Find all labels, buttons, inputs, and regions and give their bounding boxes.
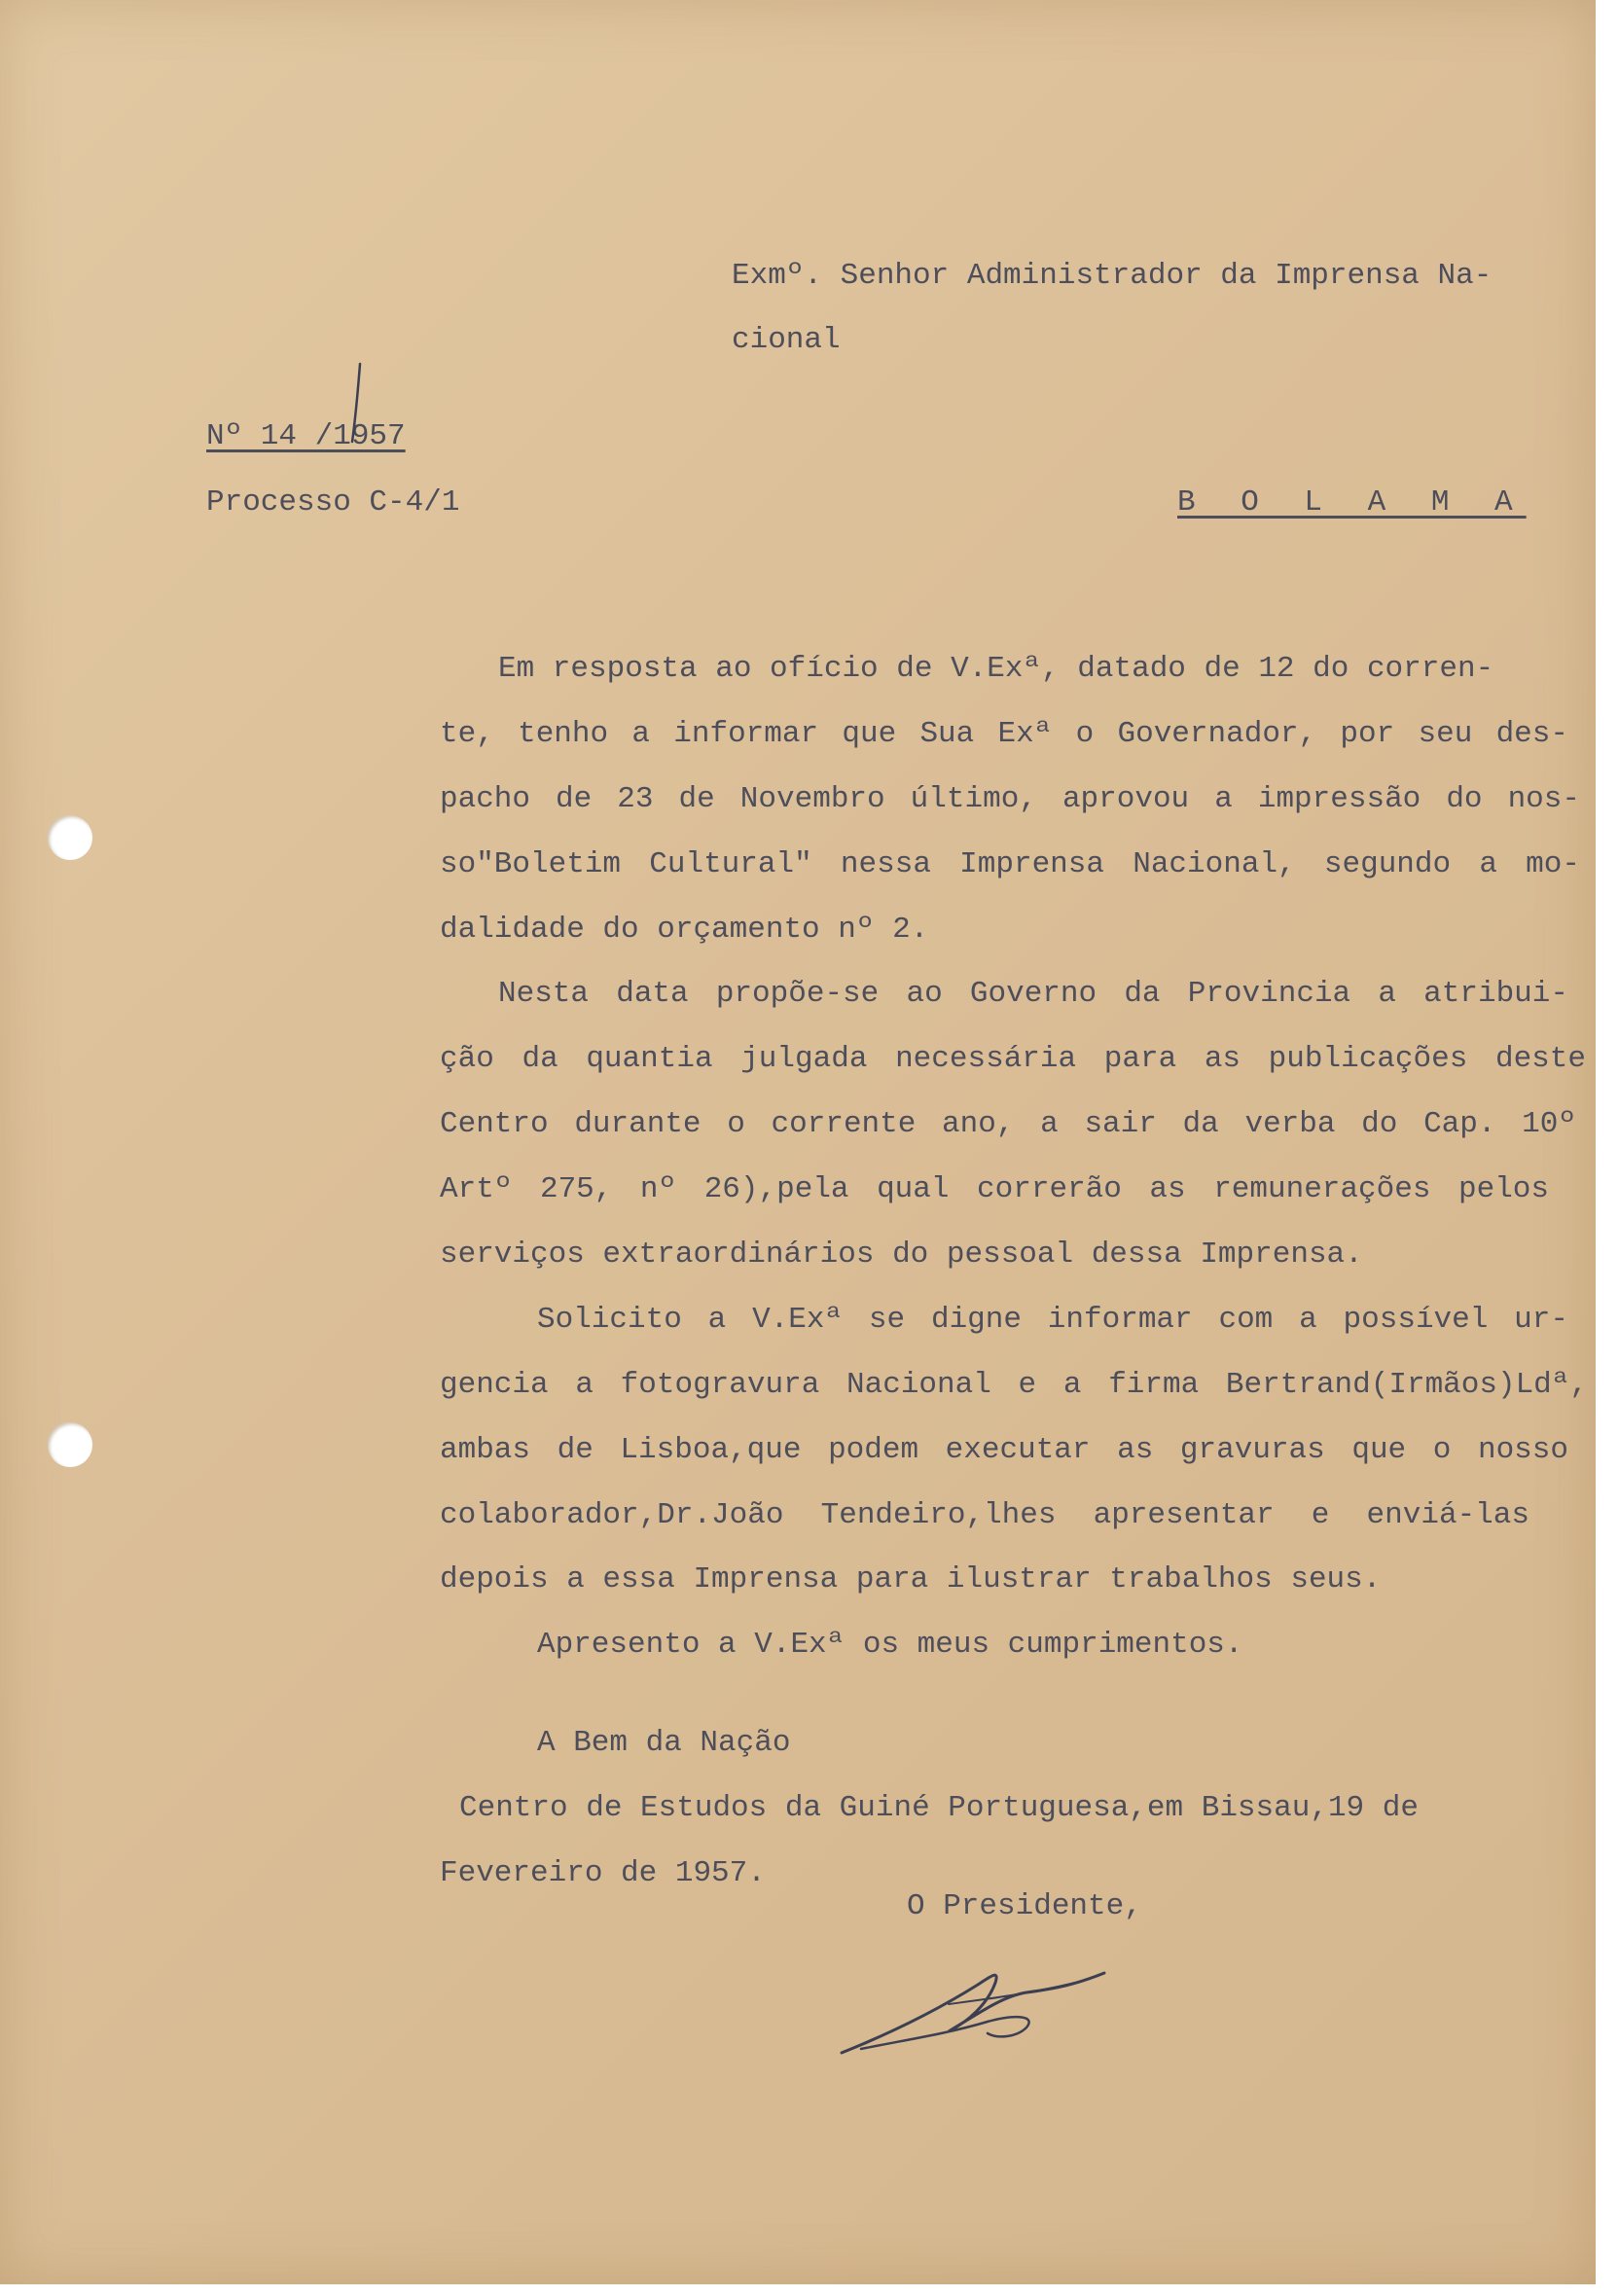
body-line: ção da quantia julgada necessária para as publicações deste (440, 1042, 1586, 1076)
body-line: Em resposta ao ofício de V.Exª, datado de 12 do corren- (498, 652, 1494, 686)
body-line: gencia a fotogravura Nacional e a firma Bertrand(Irmãos)Ldª, (440, 1368, 1588, 1402)
body-line: te, tenho a informar que Sua Exª o Governador, por seu des- (440, 717, 1568, 751)
body-line: Centro durante o corrente ano, a sair da verba do Cap. 10º (440, 1107, 1576, 1141)
destination-city: B O L A M A (1177, 485, 1527, 520)
body-line: dalidade do orçamento nº 2. (440, 913, 929, 947)
closing-motto: A Bem da Nação (537, 1726, 791, 1760)
body-line: Solicito a V.Exª se digne informar com a possível ur- (537, 1303, 1568, 1337)
body-line: colaborador,Dr.João Tendeiro,lhes apresentar e enviá-las (440, 1498, 1529, 1532)
punch-hole-top (48, 815, 92, 860)
body-line: so"Boletim Cultural" nessa Imprensa Nacional, segundo a mo- (440, 847, 1580, 881)
signatory-title: O Presidente, (907, 1889, 1142, 1923)
place-date-line-2: Fevereiro de 1957. (440, 1856, 766, 1890)
body-line: Apresento a V.Exª os meus cumprimentos. (537, 1628, 1243, 1662)
body-line: Nesta data propõe-se ao Governo da Provincia a atribui- (498, 977, 1568, 1011)
punch-hole-bottom (48, 1422, 92, 1467)
body-line: pacho de 23 de Novembro último, aprovou a impressão do nos- (440, 782, 1580, 816)
body-line: serviços extraordinários do pessoal dessa Imprensa. (440, 1238, 1363, 1272)
place-date-line-1: Centro de Estudos da Guiné Portuguesa,em Bissau,19 de (459, 1791, 1419, 1825)
reference-number: Nº 14 /1957 (206, 419, 406, 453)
body-line: ambas de Lisboa,que podem executar as gravuras que o nosso (440, 1433, 1568, 1467)
addressee-line-1: Exmº. Senhor Administrador da Imprensa Na- (732, 259, 1493, 293)
addressee-line-2: cional (732, 323, 841, 357)
process-number: Processo C-4/1 (206, 485, 460, 520)
handwritten-signature (832, 1955, 1124, 2072)
body-line: depois a essa Imprensa para ilustrar trabalhos seus. (440, 1562, 1382, 1596)
body-line: Artº 275, nº 26),pela qual correrão as remunerações pelos (440, 1172, 1549, 1206)
handwritten-number-mark (323, 360, 381, 448)
